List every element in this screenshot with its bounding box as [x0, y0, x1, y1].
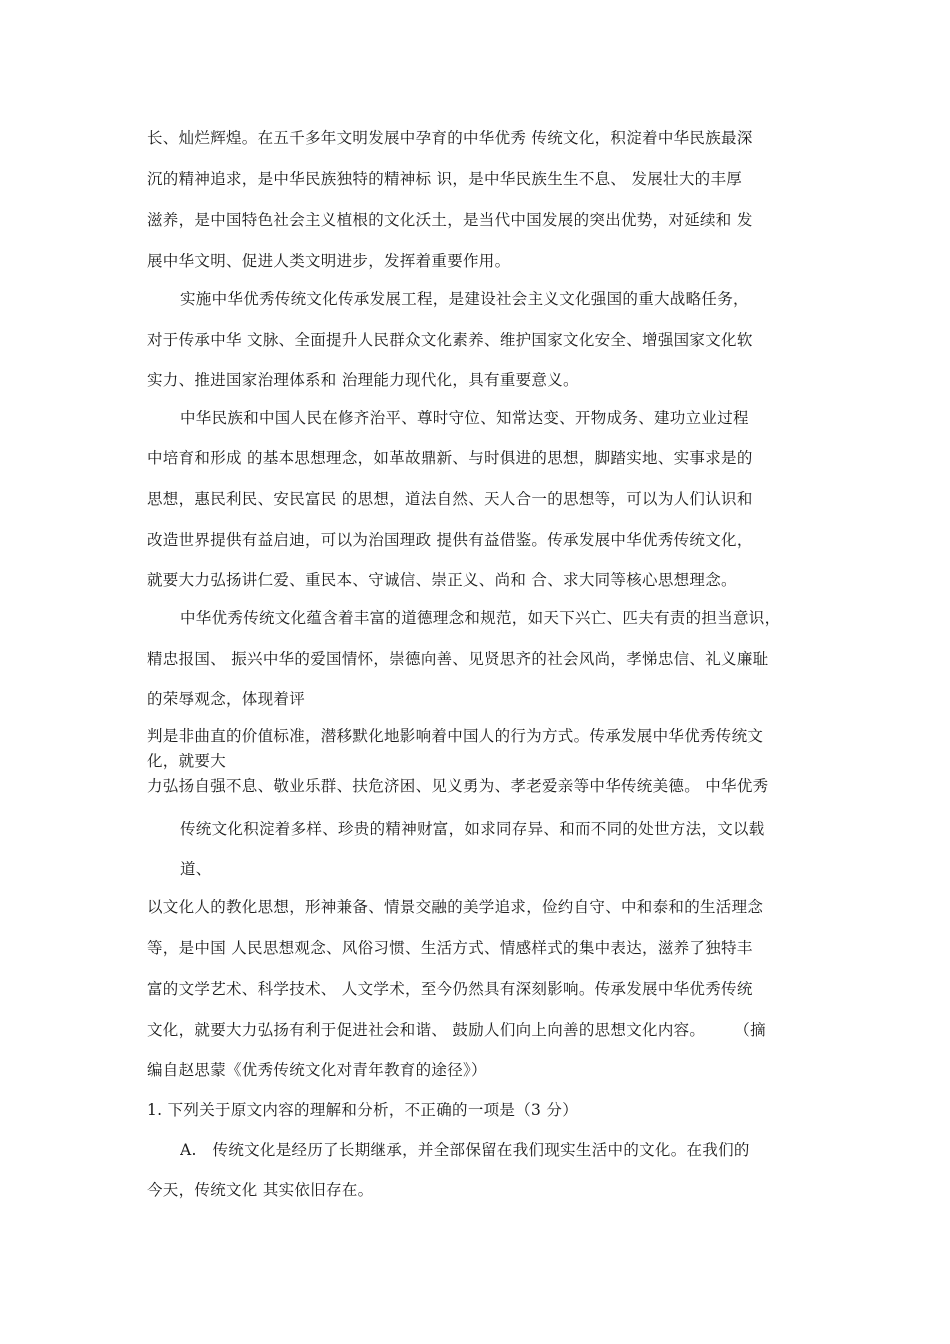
text-line: 沉的精神追求，是中华民族独特的精神标 识，是中华民族生生不息、 发展壮大的丰厚 — [147, 170, 743, 188]
text-line: 中培育和形成 的基本思想理念，如革故鼎新、与时俱进的思想，脚踏实地、实事求是的 — [147, 449, 753, 467]
text-line: 长、灿烂辉煌。在五千多年文明发展中孕育的中华优秀 传统文化，积淀着中华民族最深 — [147, 129, 753, 147]
text-line: 以文化人的教化思想，形神兼备、情景交融的美学追求，俭约自守、中和泰和的生活理念 — [147, 898, 764, 916]
text-line: 实施中华优秀传统文化传承发展工程，是建设社会主义文化强国的重大战略任务， — [180, 290, 749, 308]
question-stem: 1. 下列关于原文内容的理解和分析，不正确的一项是（3 分） — [147, 1101, 579, 1119]
text-line: 展中华文明、促进人类文明进步，发挥着重要作用。 — [147, 252, 511, 270]
text-line: 中华民族和中国人民在修齐治平、尊时守位、知常达变、开物成务、建功立业过程 — [180, 409, 749, 427]
text-line: 精忠报国、 振兴中华的爱国情怀，崇德向善、见贤思齐的社会风尚，孝悌忠信、礼义廉耻 — [147, 650, 769, 668]
text-line: 等，是中国 人民思想观念、风俗习惯、生活方式、情感样式的集中表达，滋养了独特丰 — [147, 939, 753, 957]
text-line: 思想，惠民利民、安民富民 的思想，道法自然、天人合一的思想等，可以为人们认识和 — [147, 490, 753, 508]
text-line: 改造世界提供有益启迪，可以为治国理政 提供有益借鉴。传承发展中华优秀传统文化， — [147, 531, 753, 549]
text-line: 的荣辱观念，体现着评 — [147, 690, 306, 708]
text-line: 判是非曲直的价值标准，潜移默化地影响着中国人的行为方式。传承发展中华优秀传统文 — [147, 727, 764, 745]
text-line: 文化，就要大力弘扬有利于促进社会和谐、 鼓励人们向上向善的思想文化内容。 （摘 — [147, 1021, 766, 1039]
text-line: 编自赵思蒙《优秀传统文化对青年教育的途径》） — [147, 1061, 487, 1079]
text-line: 实力、推进国家治理体系和 治理能力现代化，具有重要意义。 — [147, 371, 579, 389]
text-line: 富的文学艺术、科学技术、 人文学术，至今仍然具有深刻影响。传承发展中华优秀传统 — [147, 980, 753, 998]
option-a: A. 传统文化是经历了长期继承，并全部保留在我们现实生活中的文化。在我们的 — [180, 1141, 750, 1159]
text-line: 力弘扬自强不息、敬业乐群、扶危济困、见义勇为、孝老爱亲等中华传统美德。 中华优秀 — [147, 777, 769, 795]
text-line: 就要大力弘扬讲仁爱、重民本、守诚信、崇正义、尚和 合、求大同等核心思想理念。 — [147, 571, 737, 589]
text-line: 今天，传统文化 其实依旧存在。 — [147, 1181, 374, 1199]
text-line: 化，就要大 — [147, 752, 227, 770]
text-line: 传统文化积淀着多样、珍贵的精神财富，如求同存异、和而不同的处世方法，文以载 — [180, 820, 765, 838]
text-line: 中华优秀传统文化蕴含着丰富的道德理念和规范，如天下兴亡、匹夫有责的担当意识， — [180, 609, 781, 627]
text-line: 滋养，是中国特色社会主义植根的文化沃土，是当代中国发展的突出优势，对延续和 发 — [147, 211, 753, 229]
text-line: 道、 — [180, 860, 212, 878]
text-line: 对于传承中华 文脉、全面提升人民群众文化素养、维护国家文化安全、增强国家文化软 — [147, 331, 753, 349]
